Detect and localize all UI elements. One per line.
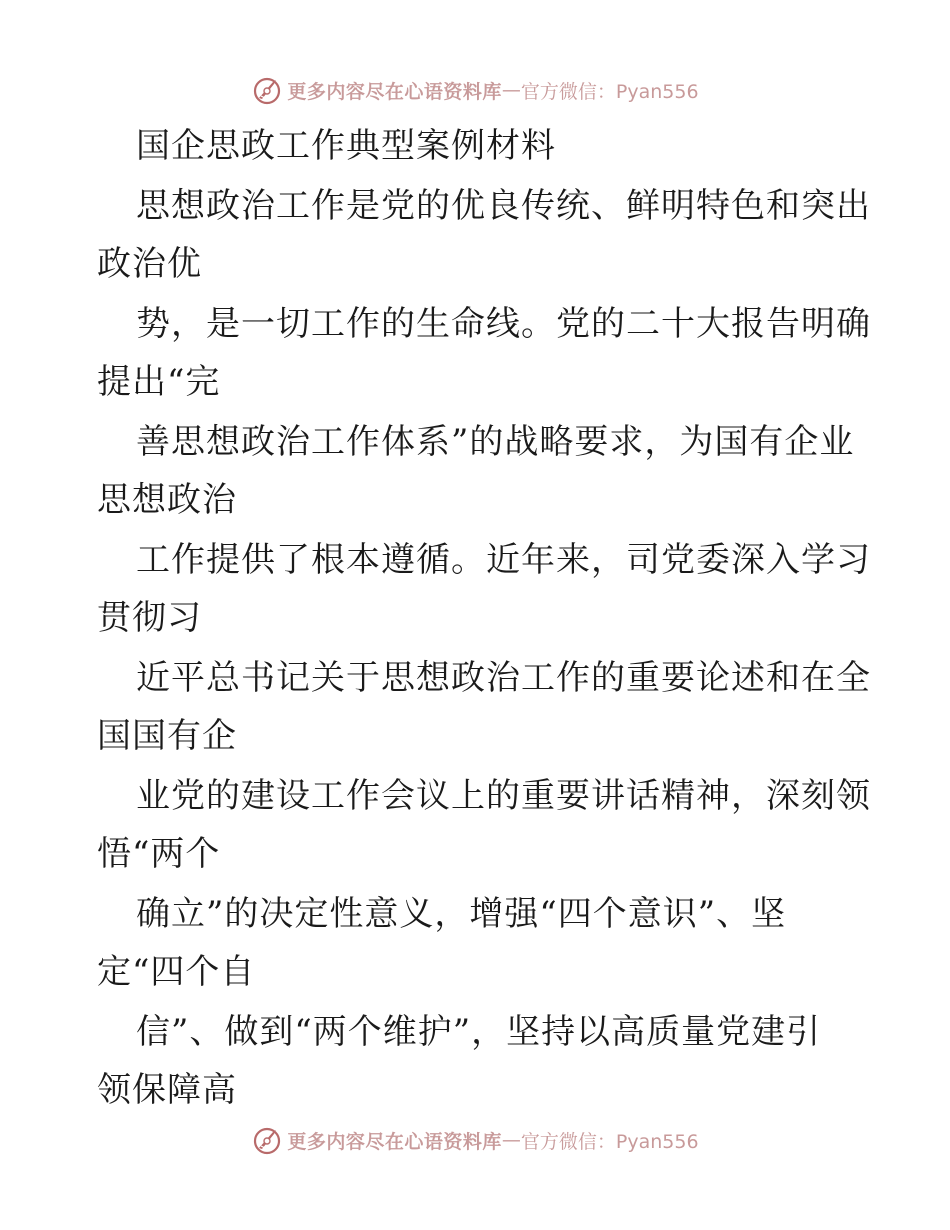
watermark-contact: 官方微信：Pyan556 [520, 1130, 699, 1153]
paragraph-line: 工作提供了根本遵循。近年来，司党委深入学习 [136, 540, 871, 580]
paragraph-line: 善思想政治工作体系”的战略要求，为国有企业 [136, 422, 855, 462]
paragraph-line: 思想政治工作是党的优良传统、鲜明特色和突出 [136, 186, 871, 226]
watermark-separator: — [501, 79, 521, 101]
paragraph-line: 确立”的决定性意义，增强“四个意识”、坚 [136, 894, 787, 934]
watermark-separator: — [501, 1129, 521, 1151]
paragraph-line: 近平总书记关于思想政治工作的重要论述和在全 [136, 658, 871, 698]
paragraph-line: 信”、做到“两个维护”，坚持以高质量党建引 [136, 1012, 822, 1052]
footer-watermark [0, 1120, 950, 1160]
paragraph-line: 思想政治 [97, 480, 237, 520]
quill-pen-logo-icon [251, 74, 283, 106]
watermark-contact: 官方微信：Pyan556 [520, 80, 699, 103]
paragraph-line: 定“四个自 [97, 952, 256, 992]
document-title: 国企思政工作典型案例材料 [136, 126, 556, 166]
paragraph-line: 悟“两个 [97, 834, 221, 874]
paragraph-line: 政治优 [97, 244, 202, 284]
paragraph-line: 贯彻习 [97, 598, 202, 638]
paragraph-line: 势，是一切工作的生命线。党的二十大报告明确 [136, 304, 871, 344]
paragraph-line: 国国有企 [97, 716, 237, 756]
paragraph-line: 提出“完 [97, 362, 221, 402]
watermark-site-name: 更多内容尽在心语资料库 [287, 80, 502, 103]
header-watermark [0, 70, 950, 110]
quill-pen-logo-icon [251, 1124, 283, 1156]
paragraph-line: 领保障高 [97, 1070, 237, 1110]
paragraph-line: 业党的建设工作会议上的重要讲话精神，深刻领 [136, 776, 871, 816]
watermark-site-name: 更多内容尽在心语资料库 [287, 1130, 502, 1153]
